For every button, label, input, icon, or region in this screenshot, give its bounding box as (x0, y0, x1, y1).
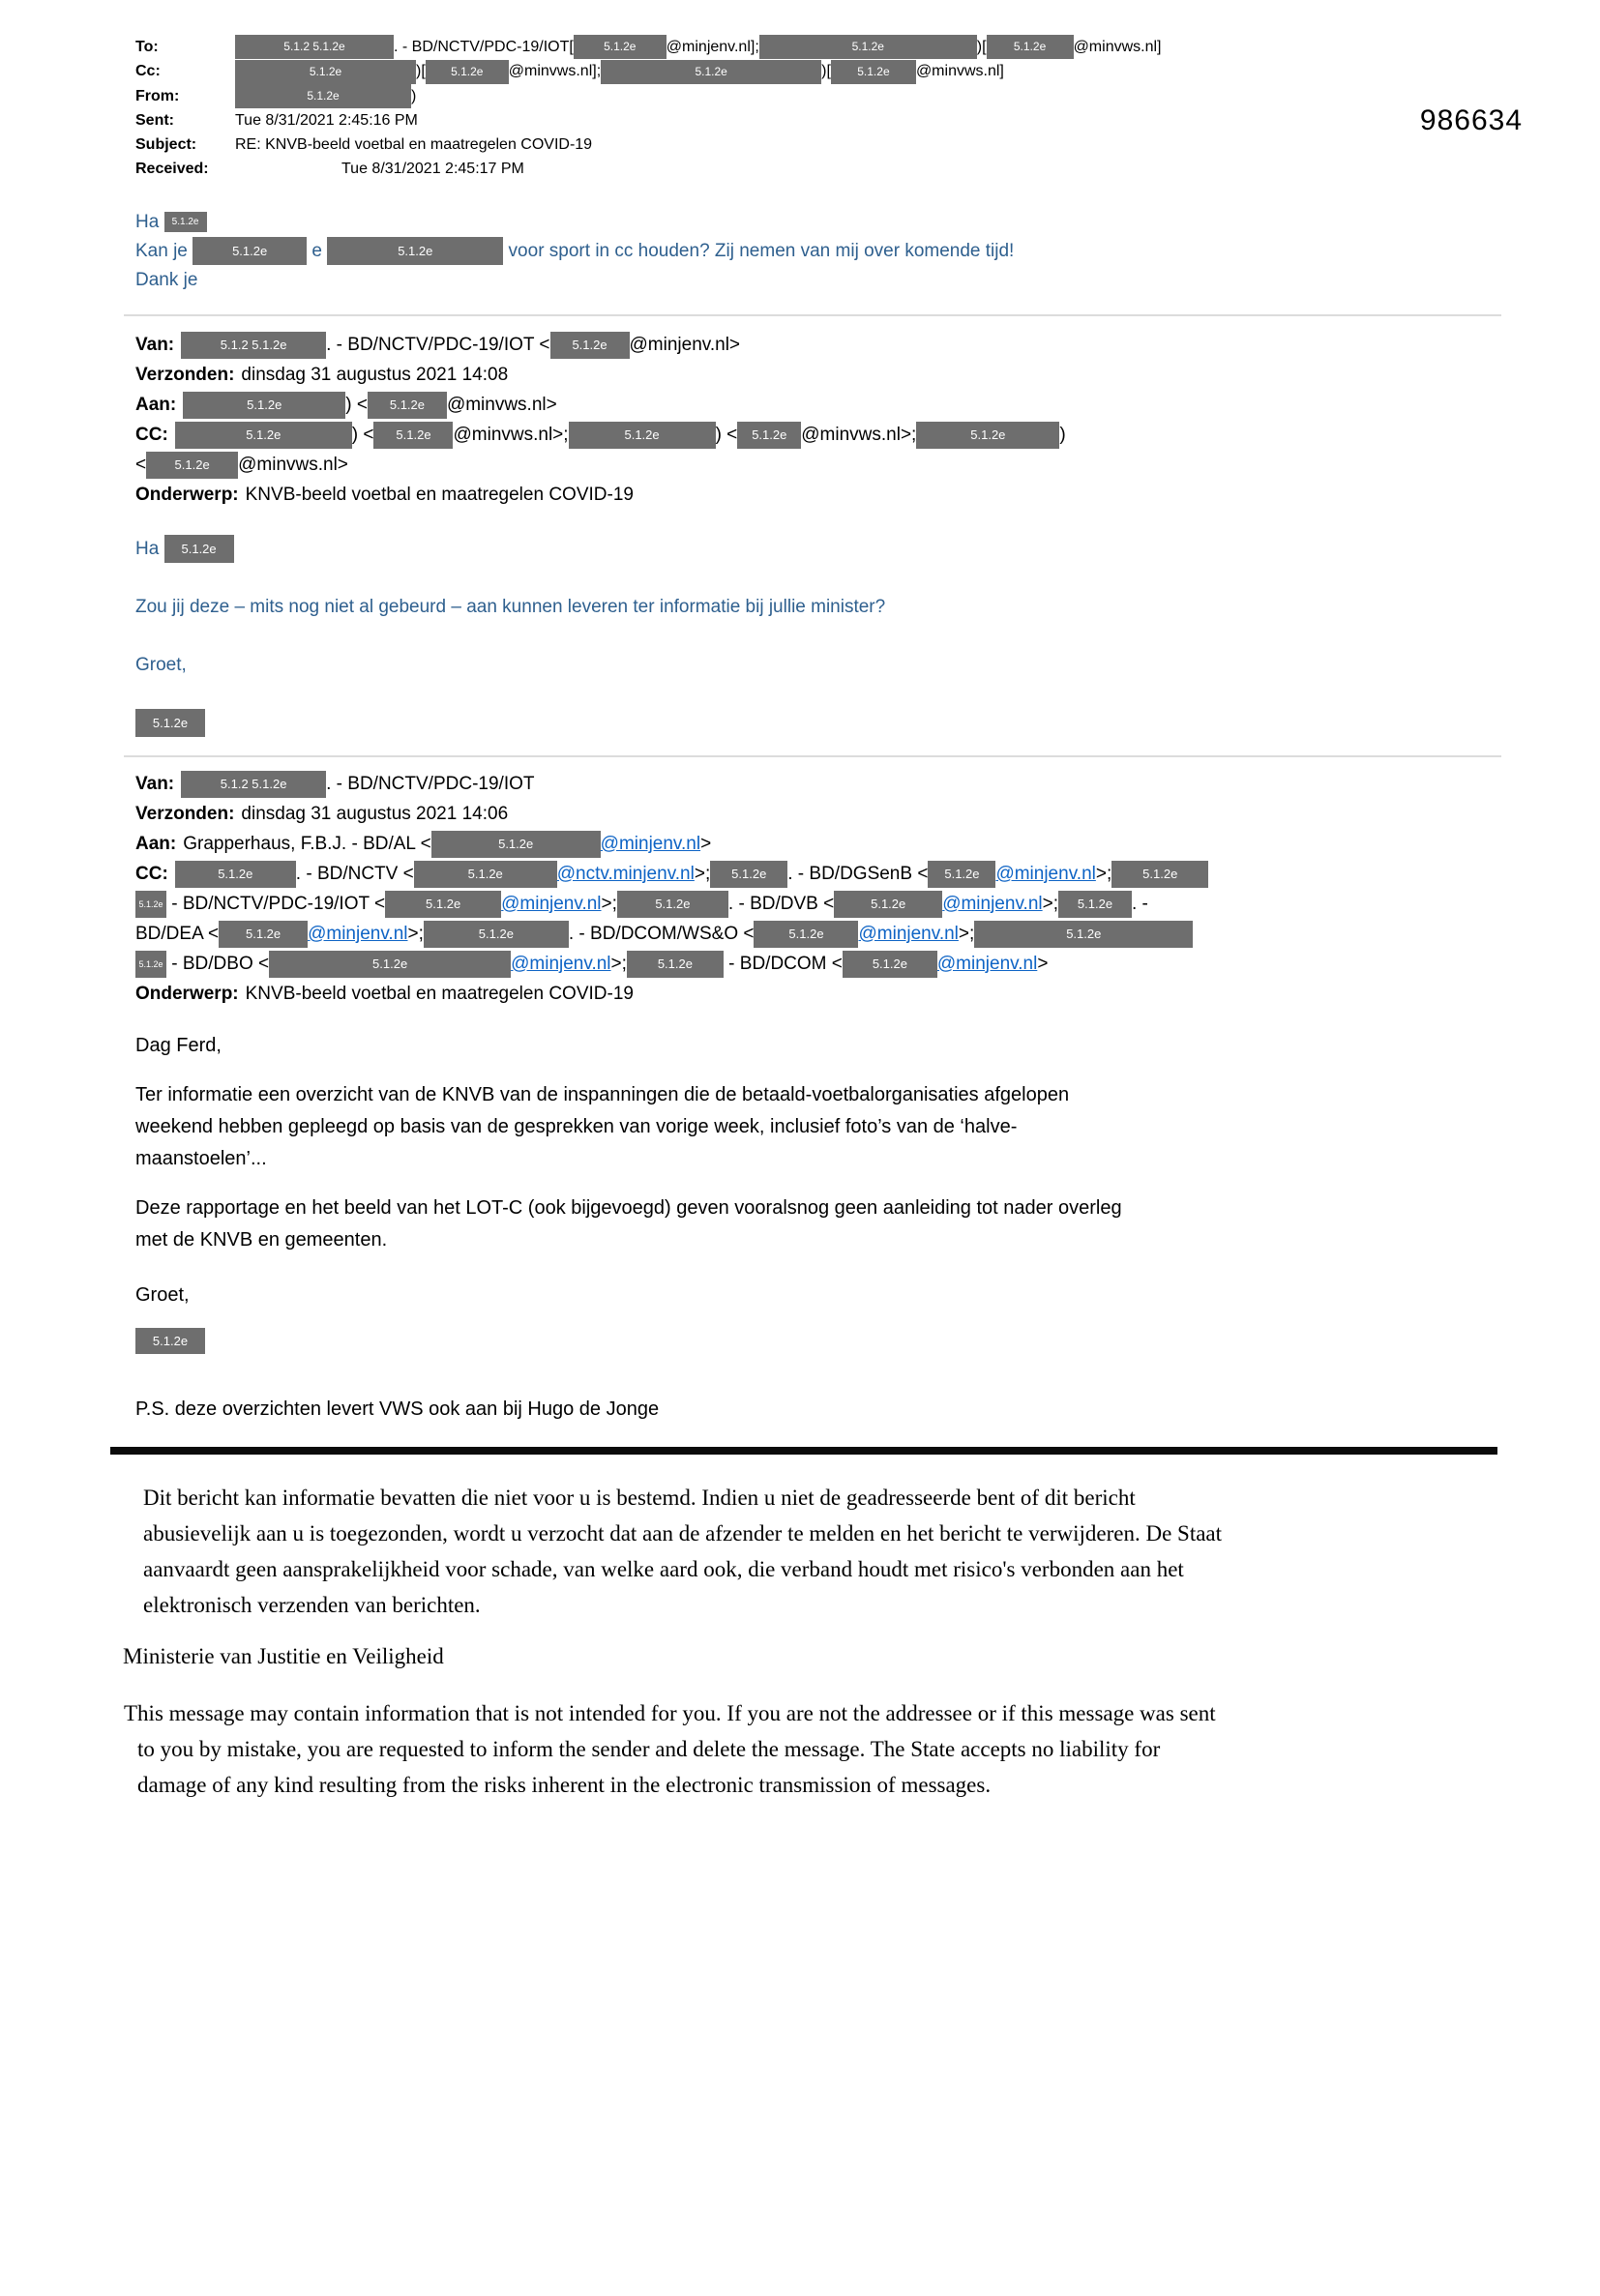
disclaimer-line: elektronisch verzenden van berichten. (143, 1592, 481, 1617)
organization-name: Ministerie van Justitie en Veiligheid (123, 1643, 444, 1668)
field-value-van2 (181, 774, 534, 794)
text-run: >; (958, 923, 975, 944)
redaction-box: 5.1.2e (987, 35, 1074, 59)
disclaimer-dutch (135, 1480, 1523, 1623)
disclaimer-english (124, 1695, 1523, 1803)
header-row-cc (135, 59, 1523, 83)
text-run: @minvws.nl> (238, 454, 348, 475)
redaction-box: 5.1.2e (737, 422, 801, 449)
greeting-line (135, 266, 1523, 295)
redaction-box: 5.1.2e (1058, 891, 1132, 918)
reply-message-middle (135, 535, 1523, 738)
disclaimer-line: Dit bericht kan informatie bevatten die niet voor u is bestemd. Indien u niet de geadresseerde bent of dit bericht (143, 1485, 1136, 1510)
text-run: > (700, 833, 712, 854)
text-run: Ha (135, 211, 164, 232)
redaction-box: 5.1.2e (135, 891, 166, 918)
field-value-sent (235, 108, 1523, 132)
field-value-cc3-cont3 (135, 954, 1048, 974)
email-link[interactable]: @minjenv.nl (858, 923, 959, 944)
disclaimer-line: damage of any kind resulting from the risks inherent in the electronic transmission of messages. (137, 1772, 992, 1797)
text-run: Zou jij deze – mits nog niet al gebeurd – aan kunnen leveren ter informatie bij jullie minister? (135, 596, 886, 617)
field-label-cc2: CC: (135, 424, 168, 445)
text-run: ) (411, 87, 417, 104)
text-run: . - (1131, 893, 1148, 914)
redaction-box: 5.1.2 5.1.2e (181, 771, 326, 798)
text-run: )[ (416, 63, 426, 80)
redaction-box: 5.1.2e (175, 861, 296, 888)
text-run: Kan je (135, 240, 193, 261)
text-run: - BD/DBO < (166, 953, 270, 974)
text-run: . - BD/NCTV < (295, 863, 414, 884)
salutation: Dag Ferd, (135, 1034, 222, 1056)
redaction-box: 5.1.2e (617, 891, 728, 918)
text-run: Groet, (135, 654, 187, 675)
text-run: >; (1095, 863, 1112, 884)
text-run: @minvws.nl] (915, 63, 1004, 80)
header-row-to (135, 35, 1523, 59)
header-row-verzonden2 (135, 799, 1523, 829)
header-row-cc3 (135, 859, 1523, 889)
greeting-line (135, 237, 1523, 266)
text-run: @minjenv.nl]; (666, 39, 759, 55)
redaction-box: 5.1.2e (759, 35, 977, 59)
email-link[interactable]: @nctv.minjenv.nl (556, 863, 695, 884)
text-run: . - BD/NCTV/PDC-19/IOT (326, 773, 535, 794)
field-label-van2: Van: (135, 773, 175, 794)
email-document (0, 35, 1600, 1803)
field-value-aan (183, 395, 557, 415)
redaction-box: 5.1.2e (974, 921, 1193, 948)
header-row-subject (135, 132, 1523, 157)
body-line: met de KNVB en gemeenten. (135, 1228, 388, 1251)
redaction-box: 5.1.2e (385, 891, 501, 918)
text-run: Dank je (135, 269, 198, 290)
text-run: . - BD/DCOM/WS&O < (568, 923, 755, 944)
redaction-box: 5.1.2e (164, 212, 207, 232)
field-value-onderwerp2 (246, 984, 634, 1004)
field-label-received: Received: (135, 160, 209, 177)
reply-message-top (135, 208, 1523, 295)
text-run: . - BD/DVB < (727, 893, 835, 914)
redaction-box: 5.1.2e (193, 237, 307, 265)
text-run: @minvws.nl> (446, 394, 557, 415)
field-value-onderwerp (246, 485, 634, 505)
redaction-box: 5.1.2e (843, 951, 937, 978)
redaction-box: 5.1.2e (754, 921, 858, 948)
redaction-box: 5.1.2e (550, 332, 630, 359)
field-value-subject (235, 132, 1523, 157)
signature-redaction-line (135, 1325, 1523, 1357)
text-run: >; (1042, 893, 1058, 914)
redaction-box: 5.1.2e (327, 237, 503, 265)
field-label-cc3: CC: (135, 863, 168, 884)
disclaimer-line: This message may contain information that is not intended for you. If you are not the addressee or if this message was sent (124, 1700, 1216, 1725)
redaction-box: 5.1.2e (135, 1328, 205, 1354)
postscript: P.S. deze overzichten levert VWS ook aan bij Hugo de Jonge (135, 1398, 660, 1420)
disclaimer-line: aanvaardt geen aansprakelijkheid voor schade, van welke aard ook, die verband houdt met risico's verbonden aan het (143, 1556, 1184, 1581)
field-label-verzonden: Verzonden: (135, 364, 235, 385)
redaction-box: 5.1.2e (710, 861, 787, 888)
text-run: voor sport in cc houden? Zij nemen van mij over komende tijd! (503, 240, 1015, 261)
text-run: @minvws.nl>; (801, 424, 917, 445)
message-line (135, 564, 1523, 593)
header-row-from (135, 84, 1523, 108)
email-link[interactable]: @minjenv.nl (942, 893, 1043, 914)
redaction-box: 5.1.2e (916, 422, 1059, 449)
field-value-cc3-cont2 (135, 924, 1193, 944)
field-value-cc3 (175, 864, 1208, 884)
email-link[interactable]: @minjenv.nl (936, 953, 1038, 974)
redaction-box: 5.1.2 5.1.2e (181, 332, 326, 359)
text-run: )[ (821, 63, 831, 80)
text-run: . - BD/NCTV/PDC-19/IOT < (326, 334, 550, 355)
field-label-cc: Cc: (135, 63, 161, 80)
text-run: Ha (135, 538, 164, 559)
text-run: >; (407, 923, 424, 944)
redaction-box: 5.1.2e (831, 60, 916, 84)
text-run: Tue 8/31/2021 2:45:16 PM (235, 111, 418, 129)
field-label-sent: Sent: (135, 111, 174, 129)
header-row-cc3-cont2 (135, 919, 1523, 949)
greeting-line (135, 208, 1523, 237)
redaction-box: 5.1.2e (373, 422, 453, 449)
header-row-aan (135, 390, 1523, 420)
body-line: Deze rapportage en het beeld van het LOT-C (ook bijgevoegd) geven vooralsnog geen aanleiding tot nader overleg (135, 1196, 1122, 1219)
text-run: dinsdag 31 augustus 2021 14:08 (241, 364, 509, 385)
text-run: RE: KNVB-beeld voetbal en maatregelen COVID-19 (235, 135, 593, 153)
header-row-received (135, 157, 1523, 181)
redaction-box: 5.1.2e (414, 861, 557, 888)
redaction-box: 5.1.2e (235, 84, 411, 108)
email-link[interactable]: @minjenv.nl (308, 923, 408, 944)
field-label-aan: Aan: (135, 394, 177, 415)
header-row-cc3-cont3 (135, 949, 1523, 979)
email-header-block-quoted-1 (135, 330, 1523, 510)
body-line: maanstoelen’... (135, 1147, 267, 1169)
redaction-box: 5.1.2e (627, 951, 724, 978)
text-run: Tue 8/31/2021 2:45:17 PM (341, 160, 524, 177)
disclaimer-line: abusievelijk aan u is toegezonden, wordt u verzocht dat aan de afzender te melden en het bericht te verwijderen. De Staat (143, 1520, 1223, 1545)
header-row-van (135, 330, 1523, 360)
email-link[interactable]: @minjenv.nl (995, 863, 1096, 884)
field-label-verzonden2: Verzonden: (135, 803, 235, 824)
message-line (135, 622, 1523, 651)
field-value-received (235, 157, 1523, 181)
field-value-from (235, 84, 1523, 108)
text-run: e (307, 240, 328, 261)
redaction-box: 5.1.2e (426, 60, 509, 84)
redaction-box: 5.1.2 5.1.2e (235, 35, 394, 59)
header-row-aan2 (135, 829, 1523, 859)
redaction-box: 5.1.2e (424, 921, 569, 948)
message-line (135, 680, 1523, 709)
text-run: ) (1059, 424, 1066, 445)
field-label-to: To: (135, 39, 159, 55)
text-run: @minvws.nl]; (508, 63, 602, 80)
field-value-cc (235, 59, 1523, 83)
header-row-verzonden (135, 360, 1523, 390)
text-run: >; (601, 893, 617, 914)
redaction-box: 5.1.2e (431, 831, 601, 858)
text-run: > (1037, 953, 1049, 974)
text-run: BD/DEA < (135, 923, 220, 944)
redaction-box: 5.1.2e (175, 422, 352, 449)
doc-number-stamp: 986634 (1419, 104, 1523, 136)
text-run: ) < (345, 394, 368, 415)
field-value-verzonden (241, 365, 508, 385)
field-value-cc2 (175, 425, 1066, 445)
field-label-van: Van: (135, 334, 175, 355)
closing: Groet, (135, 1283, 190, 1306)
header-row-onderwerp (135, 480, 1523, 510)
field-value-to (235, 35, 1523, 59)
header-row-cc3-cont1 (135, 889, 1523, 919)
text-run: dinsdag 31 augustus 2021 14:06 (241, 803, 509, 824)
header-row-van2 (135, 769, 1523, 799)
text-run: KNVB-beeld voetbal en maatregelen COVID-19 (245, 983, 634, 1004)
email-link[interactable]: @minjenv.nl (511, 953, 611, 974)
field-value-cc3-cont1 (135, 894, 1148, 914)
redaction-box: 5.1.2e (928, 861, 995, 888)
header-row-onderwerp2 (135, 979, 1523, 1009)
redaction-box: 5.1.2e (183, 392, 345, 419)
redaction-box: 5.1.2e (569, 422, 716, 449)
email-link[interactable]: @minjenv.nl (501, 893, 602, 914)
text-run: >; (610, 953, 627, 974)
redaction-box: 5.1.2e (146, 452, 238, 479)
text-run: < (135, 454, 147, 475)
redaction-box: 5.1.2e (164, 535, 234, 563)
field-value-van (181, 335, 740, 355)
redaction-box: 5.1.2e (135, 709, 205, 737)
redaction-box: 5.1.2e (834, 891, 942, 918)
header-row-cc2-cont (135, 450, 1523, 480)
text-run: - BD/NCTV/PDC-19/IOT < (166, 893, 386, 914)
field-label-from: From: (135, 87, 180, 104)
text-run: . - BD/DGSenB < (787, 863, 929, 884)
text-run: - BD/DCOM < (723, 953, 843, 974)
redaction-box: 5.1.2e (368, 392, 447, 419)
text-run: >; (694, 863, 711, 884)
message-divider (124, 314, 1501, 316)
field-label-subject: Subject: (135, 135, 197, 153)
field-label-onderwerp: Onderwerp: (135, 484, 239, 505)
redaction-box: 5.1.2e (269, 951, 511, 978)
text-run: @minvws.nl] (1073, 39, 1162, 55)
header-row-cc2 (135, 420, 1523, 450)
email-header-block-top (135, 35, 1523, 181)
email-body (135, 1030, 1523, 1426)
signature-redaction-line (135, 709, 1523, 738)
text-run: KNVB-beeld voetbal en maatregelen COVID-19 (245, 484, 634, 505)
email-header-block-quoted-2 (135, 769, 1523, 1009)
text-run: ) < (715, 424, 738, 445)
field-value-verzonden2 (241, 804, 508, 824)
text-run: Grapperhaus, F.B.J. - BD/AL < (183, 833, 431, 854)
body-line: weekend hebben gepleegd op basis van de gesprekken van vorige week, inclusief foto’s van de ‘halve- (135, 1115, 1018, 1137)
text-run: @minvws.nl>; (453, 424, 569, 445)
body-paragraph-2 (135, 1192, 1523, 1256)
field-label-onderwerp2: Onderwerp: (135, 983, 239, 1004)
field-value-cc2-cont (135, 455, 348, 475)
footer-divider (110, 1447, 1497, 1455)
redaction-box: 5.1.2e (219, 921, 308, 948)
field-value-aan2 (183, 834, 711, 854)
body-paragraph-1 (135, 1079, 1523, 1175)
text-run: @minjenv.nl> (629, 334, 741, 355)
text-run: )[ (976, 39, 987, 55)
message-line (135, 651, 1523, 680)
redaction-box: 5.1.2e (601, 60, 821, 84)
message-divider (124, 755, 1501, 757)
text-run: ) < (351, 424, 374, 445)
email-link[interactable]: @minjenv.nl (600, 833, 701, 854)
header-row-sent (135, 108, 1523, 132)
redaction-box: 5.1.2e (135, 951, 166, 978)
redaction-box: 5.1.2e (574, 35, 667, 59)
text-run: . - BD/NCTV/PDC-19/IOT[ (394, 39, 574, 55)
disclaimer-line: to you by mistake, you are requested to inform the sender and delete the message. The State accepts no liability for (137, 1736, 1161, 1761)
redaction-box: 5.1.2e (235, 60, 416, 84)
redaction-box: 5.1.2e (1111, 861, 1208, 888)
field-label-aan2: Aan: (135, 833, 177, 854)
body-line: Ter informatie een overzicht van de KNVB van de inspanningen die de betaald-voetbalorganisaties afgelopen (135, 1083, 1070, 1105)
message-line (135, 535, 1523, 564)
message-line (135, 593, 1523, 622)
